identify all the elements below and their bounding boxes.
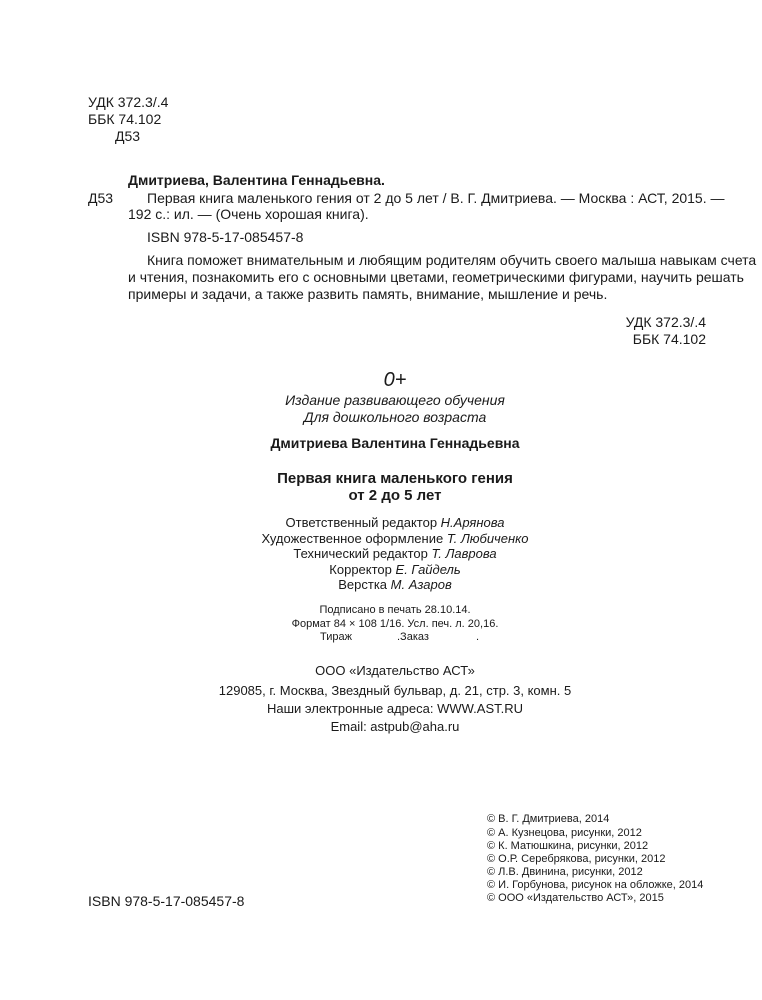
credit-role: Ответственный редактор <box>285 515 438 530</box>
print-run-label: Тираж <box>320 631 352 643</box>
publisher-email: Email: astpub@aha.ru <box>330 719 460 734</box>
footer-isbn: ISBN 978-5-17-085457-8 <box>88 893 245 909</box>
edition-type-line-1: Издание развивающего обучения <box>285 392 505 408</box>
bbk-code: ББК 74.102 <box>88 111 162 127</box>
publisher-address: 129085, г. Москва, Звездный бульвар, д. 21, стр. 3, комн. 5 <box>218 683 572 698</box>
print-signed: Подписано в печать 28.10.14. <box>319 604 471 616</box>
credit-name: М. Азаров <box>390 577 452 592</box>
age-rating: 0+ <box>383 369 407 391</box>
print-end-dot: . <box>476 631 480 643</box>
print-order-label: .Заказ <box>397 631 429 643</box>
copyright-line: © В. Г. Дмитриева, 2014 <box>487 813 610 825</box>
credit-line <box>0 545 762 562</box>
annotation-line-2: и чтения, познакомить его с основными цветами, геометрическими фигурами, научить решать <box>128 269 744 285</box>
credit-name: Т. Любиченко <box>446 531 529 546</box>
edition-type-line-2: Для дошкольного возраста <box>303 409 487 425</box>
udk-code: УДК 372.3/.4 <box>88 94 169 110</box>
copyright-line: © Л.В. Двинина, рисунки, 2012 <box>487 866 643 878</box>
catalog-author-heading: Дмитриева, Валентина Геннадьевна. <box>128 172 385 188</box>
copyright-line: © ООО «Издательство АСТ», 2015 <box>487 892 664 904</box>
print-format: Формат 84 × 108 1/16. Усл. печ. л. 20,16. <box>291 618 499 630</box>
credit-name: Н.Арянова <box>440 515 505 530</box>
credit-line <box>0 576 762 593</box>
credit-line <box>0 514 762 531</box>
copyright-line: © И. Горбунова, рисунок на обложке, 2014 <box>487 879 704 891</box>
publisher-name: ООО «Издательство АСТ» <box>315 663 475 678</box>
bbk-code-right: ББК 74.102 <box>632 331 706 347</box>
catalog-author-mark: Д53 <box>88 190 114 206</box>
annotation-line-1: Книга поможет внимательным и любящим родителям обучить своего малыша навыкам счета <box>147 252 757 268</box>
udk-code-right: УДК 372.3/.4 <box>625 314 706 330</box>
credit-name: Е. Гайдель <box>395 562 461 577</box>
catalog-isbn: ISBN 978-5-17-085457-8 <box>147 229 304 245</box>
edition-author: Дмитриева Валентина Геннадьевна <box>270 435 520 451</box>
copyright-line: © К. Матюшкина, рисунки, 2012 <box>487 840 649 852</box>
credit-role: Верстка <box>338 577 388 592</box>
catalog-title-line-1: Первая книга маленького гения от 2 до 5 лет / В. Г. Дмитриева. — Москва : АСТ, 2015. — <box>147 190 725 206</box>
credit-role: Технический редактор <box>293 546 428 561</box>
publisher-web: Наши электронные адреса: WWW.AST.RU <box>266 701 524 716</box>
credit-role: Корректор <box>329 562 392 577</box>
credit-name: Т. Лаврова <box>431 546 497 561</box>
catalog-title-line-2: 192 с.: ил. — (Очень хорошая книга). <box>128 206 369 222</box>
credit-role: Художественное оформление <box>261 531 444 546</box>
author-mark: Д53 <box>115 128 141 144</box>
edition-title-line-2: от 2 до 5 лет <box>348 487 442 504</box>
edition-title-line-1: Первая книга маленького гения <box>277 470 513 487</box>
annotation-line-3: примеры и задачи, а также развить память, внимание, мышление и речь. <box>128 286 608 302</box>
copyright-line: © О.Р. Серебрякова, рисунки, 2012 <box>487 853 666 865</box>
copyright-line: © А. Кузнецова, рисунки, 2012 <box>487 827 642 839</box>
